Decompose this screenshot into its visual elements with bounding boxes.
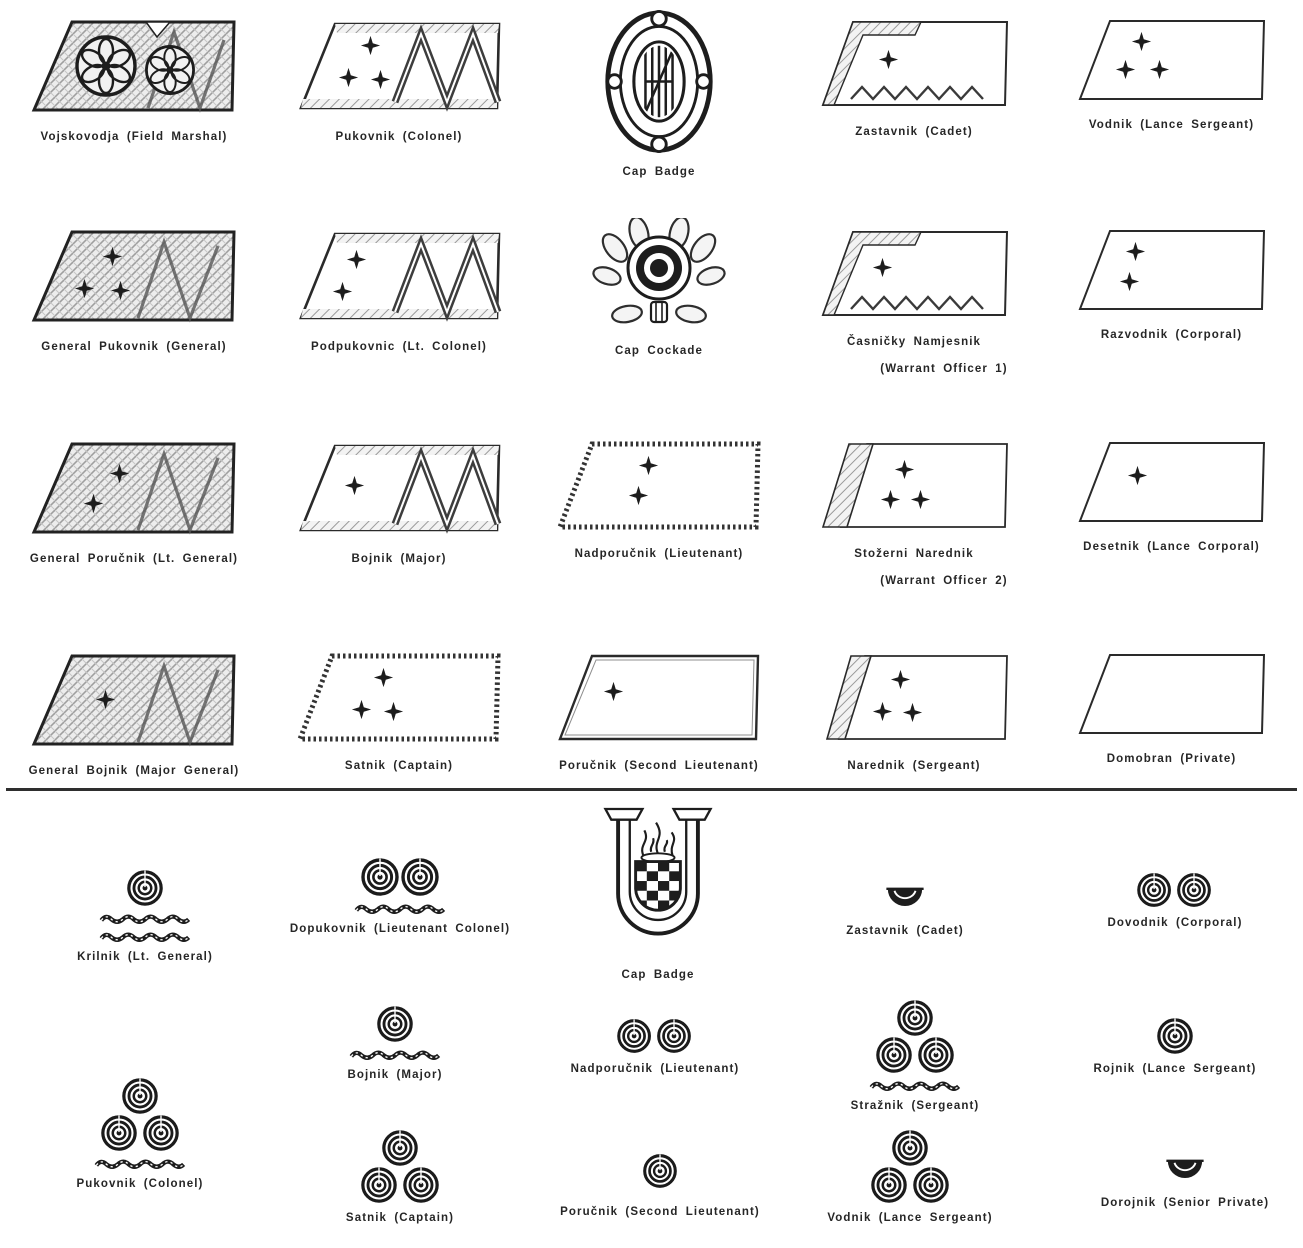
warrant-officer-1-collar-patch-icon [817, 226, 1012, 321]
cell-desetnik [1040, 428, 1303, 640]
cell-vodnik [1040, 6, 1303, 216]
rank-label: Cap Badge [621, 969, 695, 981]
rank-label: Zastavnik (Cadet) [855, 126, 973, 138]
colonel-collar-patch-icon [293, 16, 505, 116]
rank-label: Stožerni Narednik [854, 548, 974, 560]
rank-label: Poručnik (Second Lieutenant) [560, 1206, 760, 1218]
rank-label: General Bojnik (Major General) [28, 765, 240, 777]
rank-label-line2: (Warrant Officer 2) [880, 575, 1008, 588]
rank-label: Zastavnik (Cadet) [846, 925, 964, 937]
one-spiral-one-braid-bar-icon [347, 1005, 443, 1061]
lance-sergeant-collar-patch-icon [1074, 16, 1269, 104]
three-spirals-one-braid-bar-icon [867, 999, 963, 1092]
cell-cap-cockade [530, 216, 788, 428]
rosette-icon [77, 37, 135, 95]
cell-stozerni-narednik [788, 428, 1040, 640]
half-spiral-icon [884, 885, 926, 908]
two-spirals-one-braid-bar-icon [352, 857, 448, 915]
one-spiral-icon [642, 1153, 678, 1189]
field-marshal-collar-patch-icon [28, 16, 240, 116]
spiral-rank-section [0, 791, 1303, 1247]
rank-label: Cap Badge [622, 166, 696, 178]
sergeant-collar-patch-icon [817, 650, 1012, 745]
cell-pukovnik-bottom [0, 1077, 290, 1192]
half-spiral-icon [1164, 1157, 1206, 1180]
rank-label: Krilnik (Lt. General) [77, 951, 213, 963]
rank-label: Cap Cockade [615, 345, 703, 357]
cell-bojnik-bottom [245, 1005, 545, 1083]
cap-cockade-icon [589, 218, 729, 334]
rosette-icon [146, 46, 193, 93]
private-collar-patch-icon [1074, 650, 1269, 738]
rank-label: Narednik (Sergeant) [847, 760, 981, 772]
rank-label: Rojnik (Lance Sergeant) [1093, 1063, 1257, 1075]
lieutenant-collar-patch-icon [554, 438, 764, 533]
u-cap-badge-icon [585, 803, 731, 961]
rank-label-line2: (Warrant Officer 1) [880, 363, 1008, 376]
rank-label: Dovodnik (Corporal) [1107, 917, 1243, 929]
cell-narednik [788, 640, 1040, 788]
three-spirals-icon [358, 1129, 442, 1204]
rank-label: General Poručnik (Lt. General) [29, 553, 239, 565]
rank-label: Poručnik (Second Lieutenant) [559, 760, 759, 772]
rank-label: Satnik (Captain) [345, 1212, 455, 1224]
lt-general-collar-patch-icon [28, 438, 240, 538]
rank-label: Dopukovnik (Lieutenant Colonel) [289, 923, 511, 935]
major-collar-patch-icon [293, 438, 505, 538]
cell-cap-badge [530, 6, 788, 216]
cell-general-bojnik [0, 640, 268, 788]
corporal-collar-patch-icon [1074, 226, 1269, 314]
cell-razvodnik [1040, 216, 1303, 428]
one-spiral-two-braid-bars-icon [97, 869, 193, 943]
cell-domobran [1040, 640, 1303, 788]
cell-general-pukovnik [0, 216, 268, 428]
two-spirals-icon [1135, 871, 1215, 909]
cell-bojnik [268, 428, 530, 640]
rank-label: Razvodnik (Corporal) [1100, 329, 1243, 341]
two-spirals-icon [615, 1017, 695, 1055]
one-spiral-icon [1156, 1017, 1194, 1055]
rank-label: Stražnik (Sergeant) [850, 1100, 980, 1112]
cell-podpukovnic [268, 216, 530, 428]
cell-satnik-bottom [250, 1129, 550, 1226]
cell-porucnik [530, 640, 788, 788]
cell-vojskovodja [0, 6, 268, 216]
cell-dorojnik [1035, 1157, 1303, 1211]
cell-zastavnik [788, 6, 1040, 216]
oval-cap-badge-icon [601, 8, 717, 155]
cell-zastavnik-bottom [755, 885, 1055, 939]
rank-label: Satnik (Captain) [344, 760, 454, 772]
warrant-officer-2-collar-patch-icon [817, 438, 1012, 533]
cell-nadporucnik [530, 428, 788, 640]
cell-rojnik [1025, 1017, 1303, 1077]
cell-satnik [268, 640, 530, 788]
second-lieutenant-collar-patch-icon [554, 650, 764, 745]
lance-corporal-collar-patch-icon [1074, 438, 1269, 526]
general-collar-patch-icon [28, 226, 240, 326]
rank-label: Vodnik (Lance Sergeant) [1088, 119, 1255, 131]
cell-pukovnik [268, 6, 530, 216]
rank-label: Dorojnik (Senior Private) [1100, 1197, 1270, 1209]
rank-label: Domobran (Private) [1106, 753, 1237, 765]
rank-label: Pukovnik (Colonel) [335, 131, 463, 143]
rank-label: Časničky Namjesnik [846, 336, 982, 348]
cell-casnicky-namjesnik [788, 216, 1040, 428]
cadet-collar-patch-icon [817, 16, 1012, 111]
rank-label: Pukovnik (Colonel) [76, 1178, 204, 1190]
major-general-collar-patch-icon [28, 650, 240, 750]
cell-dopukovnik [250, 857, 550, 937]
lt-colonel-collar-patch-icon [293, 226, 505, 326]
cell-straznik [765, 999, 1065, 1114]
captain-collar-patch-icon [294, 650, 504, 745]
rank-label: Nadporučnik (Lieutenant) [574, 548, 744, 560]
cell-general-porucnik [0, 428, 268, 640]
three-spirals-one-braid-bar-icon [92, 1077, 188, 1170]
rank-label: Podpukovnic (Lt. Colonel) [311, 341, 487, 353]
cell-vodnik-bottom [760, 1129, 1060, 1226]
rank-label: Bojnik (Major) [347, 1069, 443, 1081]
cell-dovodnik [1025, 871, 1303, 931]
three-spirals-icon [868, 1129, 952, 1204]
cell-nadporucnik-bottom [505, 1017, 805, 1077]
rank-label: General Pukovnik (General) [41, 341, 227, 353]
rank-label: Vojskovodja (Field Marshal) [40, 131, 228, 143]
rank-label: Bojnik (Major) [351, 553, 447, 565]
rank-label: Nadporučnik (Lieutenant) [570, 1063, 740, 1075]
rank-label: Vodnik (Lance Sergeant) [827, 1212, 993, 1224]
rank-label: Desetnik (Lance Corporal) [1083, 541, 1260, 553]
